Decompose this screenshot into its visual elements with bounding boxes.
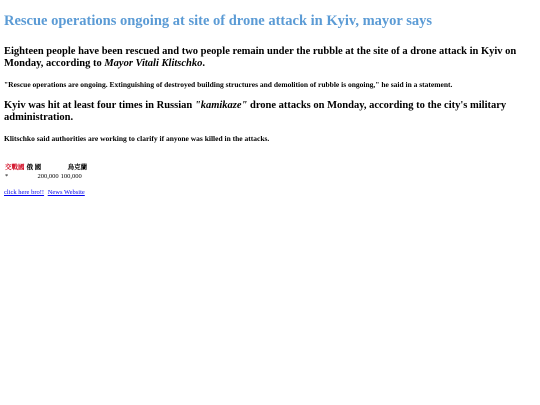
links-row	[4, 188, 536, 197]
subheadline-rescue-text: Eighteen people have been rescued and two people remain under the rubble at the site of a drone attack in Kyiv on Monday, according to	[4, 46, 517, 69]
subheadline-rescue	[4, 46, 536, 70]
statement-quote: "Rescue operations are ongoing. Extinguishing of destroyed building structures and demolition of rubble is ongoing," he said in a statement.	[4, 80, 453, 89]
table-cell-ukraine: 100,000	[60, 173, 82, 180]
subheadline-attacks-after: drone attacks on Monday, according to the city's military administration.	[4, 100, 507, 123]
subheadline-rescue-end: .	[202, 58, 205, 69]
casualty-table-block	[4, 163, 536, 181]
click-here-link[interactable]: click here bro!!	[4, 189, 45, 196]
table-cell-russia: 200,000	[37, 173, 59, 180]
klitschko-note: Klitschko said authorities are working to clarify if anyone was killed in the attacks.	[4, 134, 270, 143]
table-header-ukraine: 烏克蘭	[67, 164, 88, 171]
casualty-table	[4, 163, 88, 181]
news-website-link[interactable]: News Website	[47, 189, 85, 196]
table-header-russia: 俄 國	[26, 164, 42, 171]
table-row	[4, 172, 88, 181]
subheadline-attacks	[4, 100, 536, 124]
mayor-name: Mayor Vitali Klitschko	[104, 58, 203, 69]
subheadline-attacks-before: Kyiv was hit at least four times in Russian	[4, 100, 193, 111]
table-cell-marker: *	[5, 173, 9, 180]
headline: Rescue operations ongoing at site of drone attack in Kyiv, mayor says	[4, 13, 433, 29]
kamikaze-term: "kamikaze"	[194, 100, 248, 111]
table-header-belligerent: 交戰國	[5, 164, 25, 171]
table-header-row	[4, 163, 88, 172]
